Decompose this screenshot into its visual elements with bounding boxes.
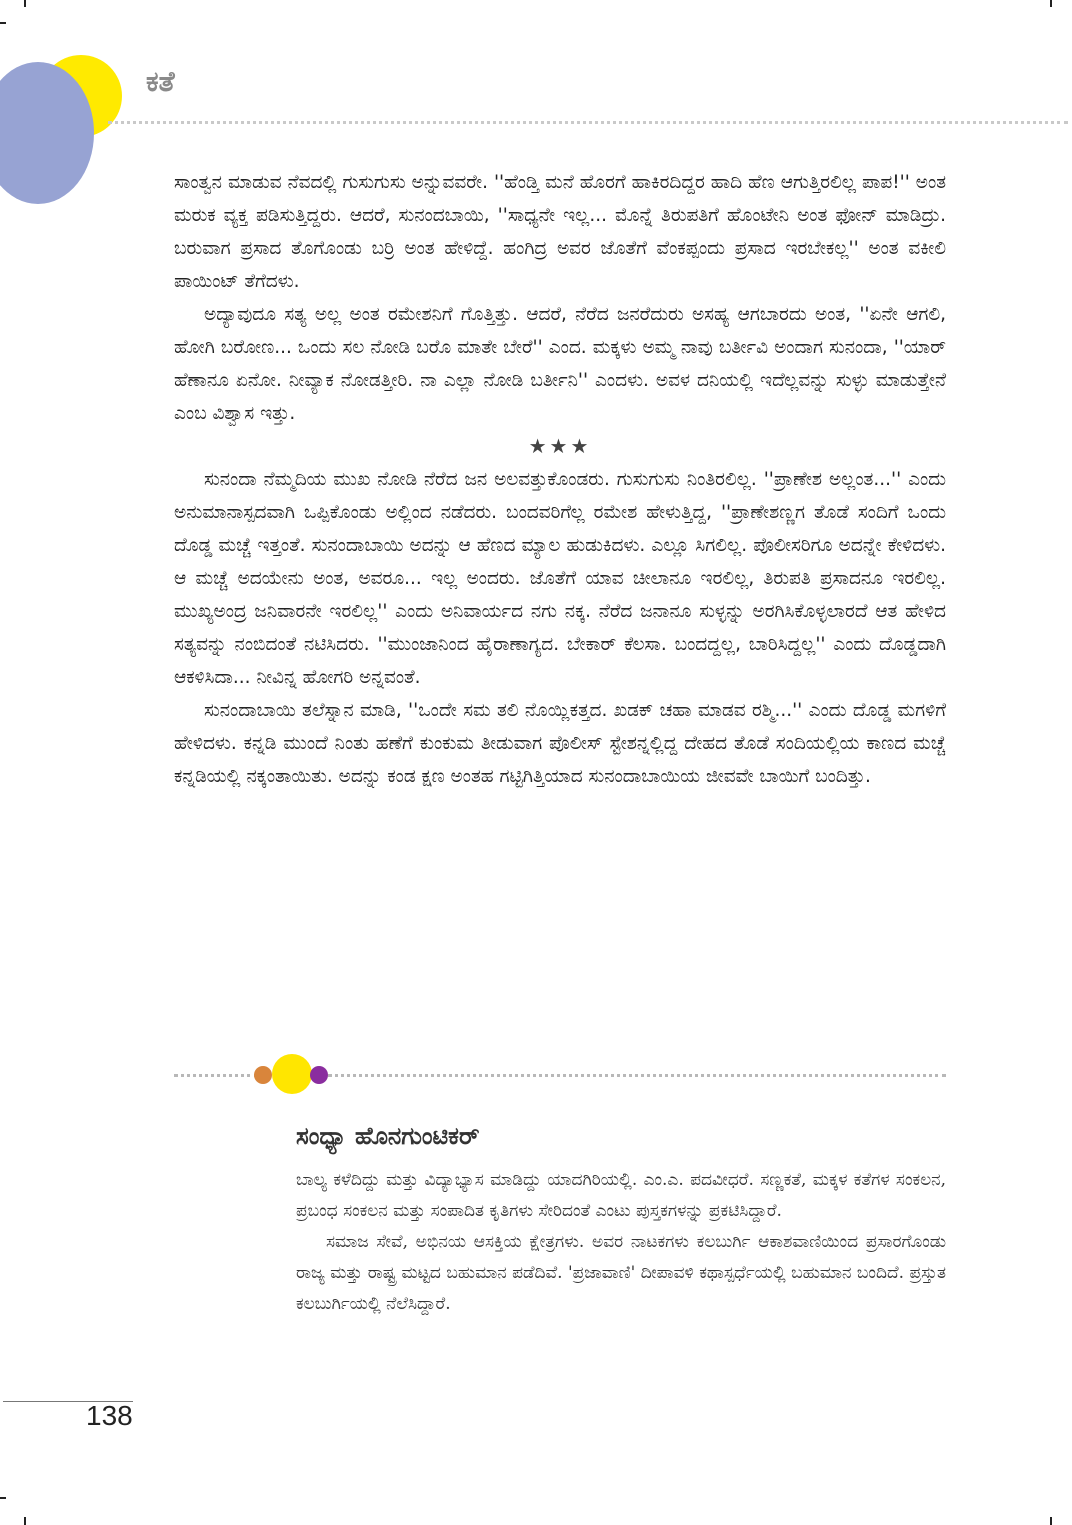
section-separator-stars: ★★★ [528,434,592,458]
story-paragraph: ಅದ್ಯಾವುದೂ ಸತ್ಯ ಅಲ್ಲ ಅಂತ ರಮೇಶನಿಗೆ ಗೊತ್ತಿತ್ತು. ಆದರೆ, ನೆರೆದ ಜನರೆದುರು ಅಸಹ್ಯ ಆಗಬಾರದು ಅಂತ, ''ಏನೇ ಆಗಲಿ, ಹೋಗಿ ಬರೋಣ... ಒಂದು ಸಲ ನೋಡಿ ಬರೊ ಮಾತೇ ಬೇರೆ'' ಎಂದ. ಮಕ್ಕಳು ಅಮ್ಮ ನಾವು ಬರ್ತೀವಿ ಅಂದಾಗ ಸುನಂದಾ, ''ಯಾರ್ ಹೆಣಾನೂ ಏನೋ. ನೀವ್ಯಾಕ ನೋಡತ್ತೀರಿ. ನಾ ಎಲ್ಲಾ ನೋಡಿ ಬರ್ತೀನಿ'' ಎಂದಳು. ಅವಳ ದನಿಯಲ್ಲಿ ಇದೆಲ್ಲವನ್ನು ಸುಳ್ಳು ಮಾಡುತ್ತೇನೆ ಎಂಬ ವಿಶ್ವಾಸ ಇತ್ತು. [174,304,946,424]
crop-mark-bottom-right [1050,1517,1052,1525]
story-body [174,166,946,793]
author-name: ಸಂಧ್ಯಾ ಹೊನಗುಂಟಿಕರ್ [296,1122,480,1150]
crop-mark-top-left [24,0,26,7]
crop-mark-top-left-side [0,22,6,24]
crop-mark-top-right [1050,0,1052,7]
section-title: ಕತೆ [146,65,175,98]
author-bio-paragraph: ಸಮಾಜ ಸೇವೆ, ಅಭಿನಯ ಆಸಕ್ತಿಯ ಕ್ಷೇತ್ರಗಳು. ಅವರ ನಾಟಕಗಳು ಕಲಬುರ್ಗಿ ಆಕಾಶವಾಣಿಯಿಂದ ಪ್ರಸಾರಗೊಂಡು ರಾಜ್ಯ ಮತ್ತು ರಾಷ್ಟ್ರ ಮಟ್ಟದ ಬಹುಮಾನ ಪಡೆದಿವೆ. 'ಪ್ರಜಾವಾಣಿ' ದೀಪಾವಳಿ ಕಥಾಸ್ಪರ್ಧೆಯಲ್ಲಿ ಬಹುಮಾನ ಬಂದಿದೆ. ಪ್ರಸ್ತುತ ಕಲಬುರ್ಗಿಯಲ್ಲಿ ನೆಲೆಸಿದ್ದಾರೆ. [296,1232,946,1314]
header-dotted-rule [108,121,1068,124]
author-bio-paragraph: ಬಾಲ್ಯ ಕಳೆದಿದ್ದು ಮತ್ತು ವಿದ್ಯಾಭ್ಯಾಸ ಮಾಡಿದ್ದು ಯಾದಗಿರಿಯಲ್ಲಿ. ಎಂ.ಎ. ಪದವೀಧರೆ. ಸಣ್ಣಕತೆ, ಮಕ್ಕಳ ಕತೆಗಳ ಸಂಕಲನ, ಪ್ರಬಂಧ ಸಂಕಲನ ಮತ್ತು ಸಂಪಾದಿತ ಕೃತಿಗಳು ಸೇರಿದಂತೆ ಎಂಟು ಪುಸ್ತಕಗಳನ್ನು ಪ್ರಕಟಿಸಿದ್ದಾರೆ. [296,1170,946,1221]
story-paragraph: ಸುನಂದಾಬಾಯಿ ತಲೆಸ್ನಾನ ಮಾಡಿ, ''ಒಂದೇ ಸಮ ತಲಿ ನೊಯ್ಲಿಕತ್ತದ. ಖಡಕ್ ಚಹಾ ಮಾಡವ ರಶ್ಮಿ...'' ಎಂದು ದೊಡ್ಡ ಮಗಳಿಗೆ ಹೇಳಿದಳು. ಕನ್ನಡಿ ಮುಂದೆ ನಿಂತು ಹಣೆಗೆ ಕುಂಕುಮ ತೀಡುವಾಗ ಪೊಲೀಸ್ ಸ್ಟೇಶನ್ನಲ್ಲಿದ್ದ ದೇಹದ ತೊಡೆ ಸಂದಿಯಲ್ಲಿಯ ಕಾಣದ ಮಚ್ಚೆ ಕನ್ನಡಿಯಲ್ಲಿ ನಕ್ಕಂತಾಯಿತು. ಅದನ್ನು ಕಂಡ ಕ್ಷಣ ಅಂತಹ ಗಟ್ಟಿಗಿತ್ತಿಯಾದ ಸುನಂದಾಬಾಯಿಯ ಜೀವವೇ ಬಾಯಿಗೆ ಬಂದಿತ್ತು. [174,700,946,787]
divider-dotted-left [174,1074,258,1077]
divider-purple-dot [310,1066,328,1084]
divider-dotted-right [328,1074,946,1077]
crop-mark-bottom-left [0,1497,6,1499]
crop-mark-bottom-left-tick [24,1517,26,1525]
divider-orange-dot [254,1066,272,1084]
author-bio [296,1165,946,1320]
page-number: 138 [86,1400,133,1431]
story-paragraph: ಸುನಂದಾ ನೆಮ್ಮದಿಯ ಮುಖ ನೋಡಿ ನೆರೆದ ಜನ ಅಲವತ್ತುಕೊಂಡರು. ಗುಸುಗುಸು ನಿಂತಿರಲಿಲ್ಲ. ''ಪ್ರಾಣೇಶ ಅಲ್ಲಂತ...'' ಎಂದು ಅನುಮಾನಾಸ್ಪದವಾಗಿ ಒಪ್ಪಿಕೊಂಡು ಅಲ್ಲಿಂದ ನಡೆದರು. ಬಂದವರಿಗೆಲ್ಲ ರಮೇಶ ಹೇಳುತ್ತಿದ್ದ, ''ಪ್ರಾಣೇಶಣ್ಣಗ ತೊಡೆ ಸಂದಿಗೆ ಒಂದು ದೊಡ್ಡ ಮಚ್ಚೆ ಇತ್ತಂತೆ. ಸುನಂದಾಬಾಯಿ ಅದನ್ನು ಆ ಹೆಣದ ಮ್ಯಾಲ ಹುಡುಕಿದಳು. ಎಲ್ಲೂ ಸಿಗಲಿಲ್ಲ. ಪೊಲೀಸರಿಗೂ ಅದನ್ನೇ ಕೇಳಿದಳು. ಆ ಮಚ್ಚೆ ಅದಯೇನು ಅಂತ, ಅವರೂ... ಇಲ್ಲ ಅಂದರು. ಜೊತೆಗೆ ಯಾವ ಚೀಲಾನೂ ಇರಲಿಲ್ಲ, ತಿರುಪತಿ ಪ್ರಸಾದನೂ ಇರಲಿಲ್ಲ. ಮುಖ್ಯಅಂದ್ರ ಜನಿವಾರನೇ ಇರಲಿಲ್ಲ'' ಎಂದು ಅನಿವಾರ್ಯದ ನಗು ನಕ್ಕ. ನೆರೆದ ಜನಾನೂ ಸುಳ್ಳನ್ನು ಅರಗಿಸಿಕೊಳ್ಳಲಾರದೆ ಆತ ಹೇಳಿದ ಸತ್ಯವನ್ನು ನಂಬಿದಂತೆ ನಟಿಸಿದರು. ''ಮುಂಜಾನಿಂದ ಹೈರಾಣಾಗ್ಯದ. ಬೇಕಾರ್ ಕೆಲಸಾ. ಬಂದದ್ದಲ್ಲ, ಬಾರಿಸಿದ್ದಲ್ಲ'' ಎಂದು ದೊಡ್ಡದಾಗಿ ಆಕಳಿಸಿದಾ... ನೀವಿನ್ನ ಹೋಗರಿ ಅನ್ನವಂತೆ. [174,469,946,688]
divider-yellow-dot [272,1054,312,1094]
story-paragraph: ಸಾಂತ್ವನ ಮಾಡುವ ನೆವದಲ್ಲಿ ಗುಸುಗುಸು ಅನ್ನುವವರೇ. ''ಹೆಂಡ್ತಿ ಮನೆ ಹೊರಗೆ ಹಾಕಿರದಿದ್ದರ ಹಾದಿ ಹೆಣ ಆಗುತ್ತಿರಲಿಲ್ಲ ಪಾಪ!'' ಅಂತ ಮರುಕ ವ್ಯಕ್ತ ಪಡಿಸುತ್ತಿದ್ದರು. ಆದರೆ, ಸುನಂದಬಾಯಿ, ''ಸಾಧ್ಯನೇ ಇಲ್ಲ... ಮೊನ್ನೆ ತಿರುಪತಿಗೆ ಹೊಂಟೇನಿ ಅಂತ ಫೋನ್ ಮಾಡಿದ್ರು. ಬರುವಾಗ ಪ್ರಸಾದ ತೊಗೊಂಡು ಬರ್ರಿ ಅಂತ ಹೇಳಿದ್ದೆ. ಹಂಗಿದ್ರ ಅವರ ಜೊತೆಗೆ ವೆಂಕಪ್ಪಂದು ಪ್ರಸಾದ ಇರಬೇಕಲ್ಲ'' ಅಂತ ವಕೀಲಿ ಪಾಯಿಂಟ್ ತೆಗೆದಳು. [174,172,946,292]
